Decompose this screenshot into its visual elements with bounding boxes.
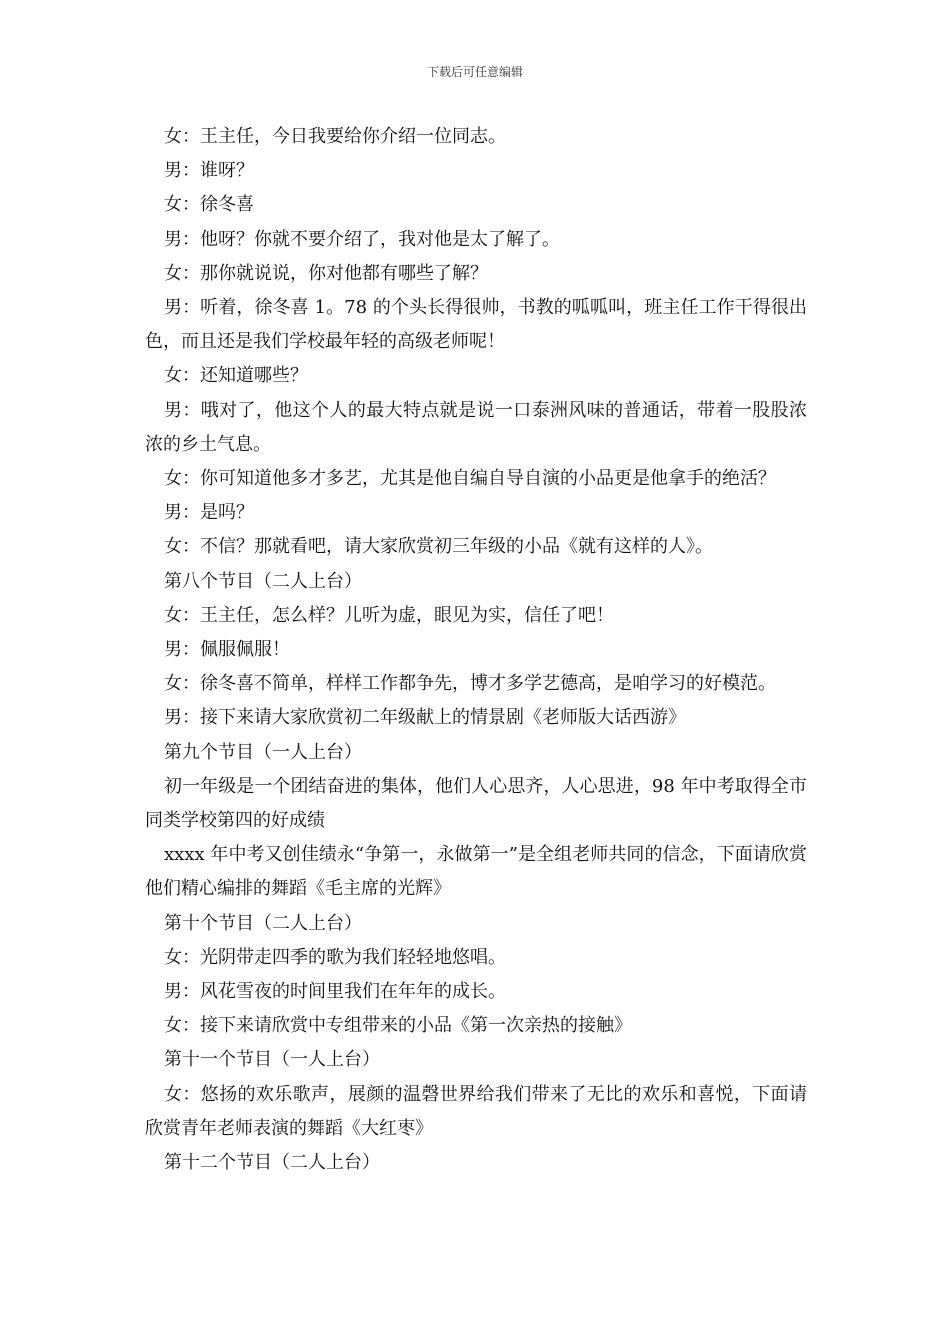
section-heading: 第十个节目（二人上台） [164,912,362,934]
paragraph: 女：你可知道他多才多艺，尤其是他自编自导自演的小品更是他拿手的绝活？ [164,468,776,490]
section-heading: 第十二个节目（二人上台） [164,1152,380,1174]
paragraph: 女：徐冬喜 [164,194,254,216]
section-heading: 第九个节目（一人上台） [164,741,362,763]
paragraph: 男：谁呀？ [164,160,254,182]
paragraph: xxxx 年中考又创佳绩永“争第一，永做第一”是全组老师共同的信念，下面请欣赏他们精心编排的舞蹈《毛主席的光辉》 [145,844,807,900]
paragraph: 初一年级是一个团结奋进的集体，他们人心思齐，人心思进，98 年中考取得全市同类学校第四的好成绩 [145,775,807,832]
paragraph: 女：光阴带走四季的歌为我们轻轻地悠唱。 [164,946,506,968]
section-heading: 第八个节目（二人上台） [164,570,362,592]
paragraph: 女：悠扬的欢乐歌声，展颜的温磬世界给我们带来了无比的欢乐和喜悦，下面请欣赏青年老师表演的舞蹈《大红枣》 [145,1083,807,1139]
document-body [145,120,807,1180]
paragraph: 女：王主任，今日我要给你介绍一位同志。 [164,126,506,147]
paragraph: 女：徐冬喜不简单，样样工作都争先，博才多学艺德高，是咱学习的好模范。 [164,673,776,695]
paragraph: 男：他呀？你就不要介绍了，我对他是太了解了。 [164,228,560,250]
section-heading: 第十一个节目（一人上台） [164,1049,380,1071]
page-header: 下载后可任意编辑 [426,65,523,79]
paragraph: 女：王主任，怎么样？儿听为虚，眼见为实，信任了吧！ [164,604,614,626]
paragraph: 男：哦对了，他这个人的最大特点就是说一口泰洲风味的普通话，带着一股股浓浓的乡土气息。 [145,399,807,455]
paragraph: 男：听着，徐冬喜 1。78 的个头长得很帅，书教的呱呱叫，班主任工作干得很出色，而且还是我们学校最年轻的高级老师呢！ [145,297,807,353]
paragraph: 女：接下来请欣赏中专组带来的小品《第一次亲热的接触》 [164,1015,632,1037]
paragraph: 女：还知道哪些？ [164,365,308,387]
paragraph: 女：不信？那就看吧，请大家欣赏初三年级的小品《就有这样的人》。 [164,536,713,558]
paragraph: 女：那你就说说，你对他都有哪些了解？ [164,262,488,284]
paragraph: 男：接下来请大家欣赏初二年级献上的情景剧《老师版大话西游》 [164,707,686,729]
paragraph: 男：佩服佩服！ [164,639,290,661]
paragraph: 男：风花雪夜的时间里我们在年年的成长。 [164,981,506,1003]
paragraph: 男：是吗？ [164,502,254,524]
